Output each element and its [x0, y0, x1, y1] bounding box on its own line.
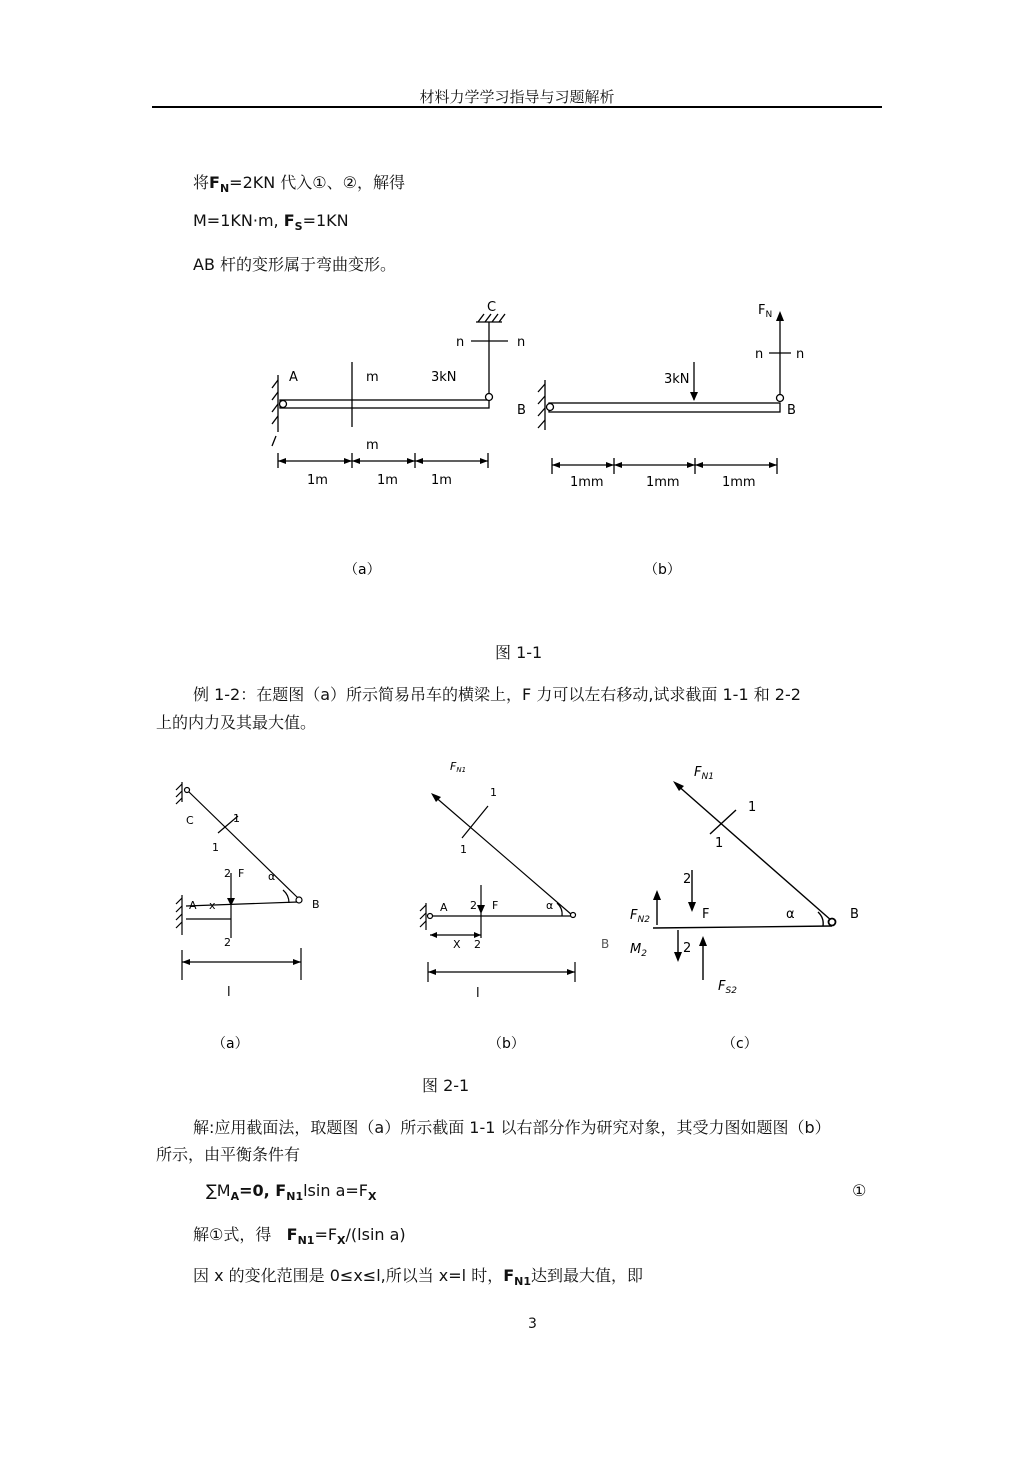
fig2c-label-b-left: B — [601, 937, 610, 951]
fig1b-label-load: 3kN — [664, 372, 690, 387]
eq2-prefix: 解①式，得 — [193, 1225, 272, 1244]
eq1-sum-sub: A — [230, 1190, 240, 1203]
fig2a-label-f: F — [238, 867, 245, 880]
page-number: 3 — [528, 1316, 537, 1332]
equation-1 — [206, 1181, 376, 1203]
fig2c-label-f: F — [702, 907, 710, 922]
fig2b-label-fn1: FN1 — [450, 760, 467, 774]
fig2c-label-fs2: $F_{S2}$ — [718, 979, 737, 996]
eq2-mid-sub: X — [337, 1234, 346, 1247]
fig2a-label-2-top: 2 — [224, 867, 231, 880]
fig1b-dim-1: 1mm — [570, 475, 604, 490]
fig1b-label-n1: n — [755, 347, 764, 362]
solution-line-2: 所示，由平衡条件有 — [156, 1145, 301, 1164]
example-line-1: 例 1-2：在题图（a）所示简易吊车的横梁上，F 力可以左右移动,试求截面 1-1 和 2-2 — [193, 685, 801, 704]
fig1a-dim-3: 1m — [431, 473, 452, 488]
para2-m: M=1KN·m, — [193, 211, 284, 230]
fig2b-label-2-top: 2 — [470, 899, 477, 912]
para2-fs-val: =1KN — [302, 211, 349, 230]
line4-f: F — [503, 1266, 515, 1285]
fig2c-beam — [653, 926, 832, 928]
fig2b-caption: （b） — [488, 1036, 525, 1052]
fig2c-label-m2: $M_2$ — [630, 942, 647, 959]
para2-fs-sub: S — [294, 220, 303, 233]
fig1b-caption: （b） — [644, 562, 681, 578]
fig1b-dim-2: 1mm — [646, 475, 680, 490]
fig2c-label-fn1: $F_{N1}$ — [694, 765, 714, 782]
fig2a-label-alpha: α — [268, 870, 276, 883]
fig1a-caption: （a） — [344, 562, 381, 578]
fig2c-label-alpha: α — [786, 907, 795, 922]
para1-fn: F — [209, 173, 220, 192]
line4-b: 达到最大值，即 — [531, 1266, 644, 1285]
fig2c-label-2-bot: 2 — [683, 941, 692, 956]
fig2c-label-fn2: $F_{N2}$ — [630, 908, 650, 925]
fig2a-label-a: A — [189, 899, 197, 912]
eq2-f: F — [286, 1225, 298, 1244]
fig1b-label-n2: n — [796, 347, 805, 362]
eq1-sum: ∑M — [206, 1181, 231, 1200]
line4-a: 因 x 的变化范围是 0≤x≤l,所以当 x=l 时， — [193, 1266, 504, 1285]
solution-line-1: 解:应用截面法，取题图（a）所示截面 1-1 以右部分作为研究对象，其受力图如题图（b） — [193, 1118, 831, 1137]
fig2b-label-x: X — [453, 938, 461, 951]
fig2b-label-l: l — [476, 986, 480, 1001]
para1-prefix: 将 — [193, 173, 210, 192]
running-header: 材料力学学习指导与习题解析 — [419, 88, 615, 106]
fig2a-label-l: l — [227, 985, 231, 1000]
figure-1-1-title: 图 1-1 — [495, 643, 543, 662]
fig1a-label-c: C — [487, 300, 497, 315]
eq2-f-sub: N1 — [297, 1234, 315, 1247]
fig1a-label-load: 3kN — [431, 370, 457, 385]
eq2-mid: =F — [314, 1225, 338, 1244]
line4-f-sub: N1 — [514, 1275, 532, 1288]
fig2c-label-1-bot: 1 — [715, 836, 724, 851]
fig1a-label-a: A — [289, 370, 298, 385]
fig1b-label-fn: $F_N$ — [758, 303, 773, 320]
fig2b-label-alpha: α — [546, 899, 554, 912]
fig1a-label-m-top: m — [366, 370, 379, 385]
para2-fs: F — [283, 211, 295, 230]
para-deformation: AB 杆的变形属于弯曲变形。 — [193, 255, 397, 274]
fig2a-label-1-top: 1 — [233, 812, 240, 825]
fig2a-label-x: x — [209, 899, 216, 912]
fig2b-label-1-bot: 1 — [460, 843, 467, 856]
fig2c-label-2-top: 2 — [683, 872, 692, 887]
fig2a-label-1-bot: 1 — [212, 841, 219, 854]
fig1b-dim-3: 1mm — [722, 475, 756, 490]
solution-line-4 — [193, 1263, 643, 1288]
eq1-rest-sub: X — [367, 1190, 377, 1203]
para1-fn-sub: N — [219, 182, 230, 195]
eq2-rest: /(lsin a) — [345, 1225, 406, 1244]
para1-rest: =2KN 代入①、②，解得 — [229, 173, 405, 192]
figure-2-1-title: 图 2-1 — [422, 1076, 470, 1095]
eq1-mid: =0, F — [239, 1181, 287, 1200]
fig1a-label-n1: n — [456, 335, 465, 350]
fig2b-label-2-bot: 2 — [474, 938, 481, 951]
fig2a-label-b: B — [312, 898, 320, 911]
fig2b-label-a: A — [440, 901, 448, 914]
fig2c-label-b: B — [850, 907, 859, 922]
eq1-rest: lsin a=F — [303, 1181, 368, 1200]
fig2a-label-c: C — [186, 814, 194, 827]
equation-1-number: ① — [852, 1181, 867, 1200]
fig2c-caption: （c） — [722, 1036, 758, 1052]
fig2a-caption: （a） — [212, 1036, 249, 1052]
fig2b-label-f: F — [492, 899, 499, 912]
fig1a-dim-2: 1m — [377, 473, 398, 488]
example-line-2: 上的内力及其最大值。 — [156, 713, 317, 732]
fig2b-label-1-top: 1 — [490, 786, 497, 799]
fig1b-label-b-right: B — [787, 403, 796, 418]
fig1a-label-n2: n — [517, 335, 526, 350]
fig1a-dim-1: 1m — [307, 473, 328, 488]
fig1b-label-b-left: B — [517, 403, 526, 418]
equation-2 — [193, 1222, 406, 1247]
fig1a-label-m-bot: m — [366, 438, 379, 453]
eq1-mid-sub: N1 — [286, 1190, 304, 1203]
fig2c-label-1-top: 1 — [748, 800, 757, 815]
fig2a-label-2-bot: 2 — [224, 936, 231, 949]
